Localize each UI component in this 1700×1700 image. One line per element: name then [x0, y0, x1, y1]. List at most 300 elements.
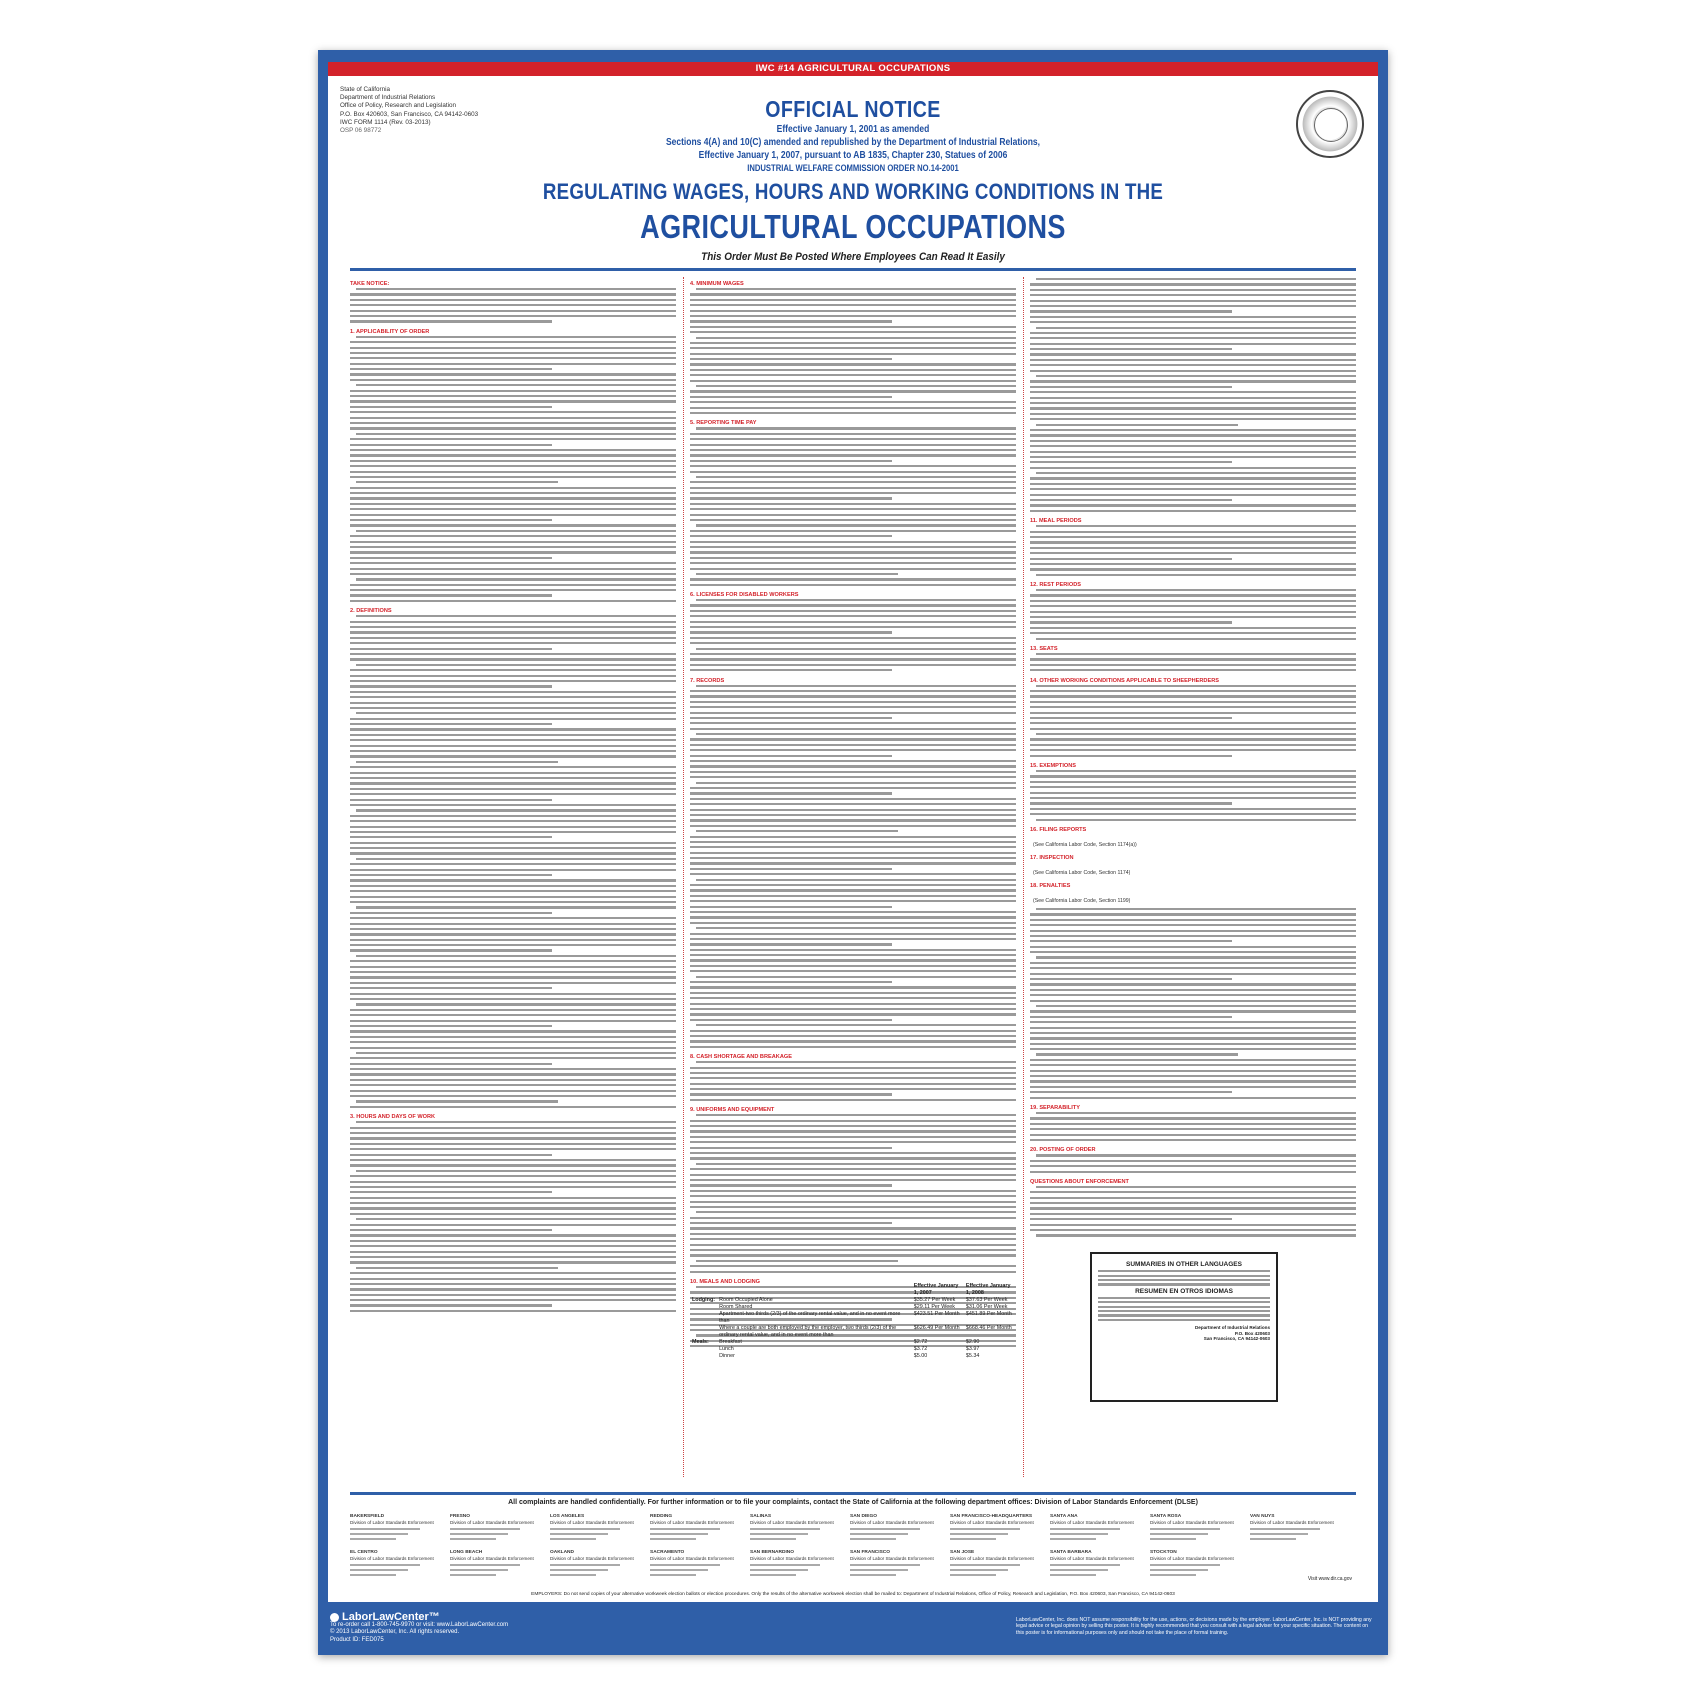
fine-print-line [350, 879, 676, 883]
fine-print-line [350, 433, 676, 437]
office-directory [350, 1514, 1356, 1586]
fine-print-line [690, 599, 1016, 603]
fine-print-line [690, 642, 1016, 646]
fine-print-line [350, 357, 676, 361]
fine-print-line [1030, 531, 1356, 535]
fine-print-line [690, 444, 1016, 448]
fine-print-line [690, 965, 1016, 969]
fine-print-line [350, 901, 676, 905]
office-address-line [750, 1569, 808, 1571]
fine-print-line [350, 1143, 676, 1147]
fine-print-line [690, 503, 1016, 507]
fine-print-line [690, 524, 1016, 528]
section-heading: 11. MEAL PERIODS [1030, 518, 1082, 525]
fine-print-line [350, 1014, 676, 1018]
fine-print-line [1030, 1186, 1356, 1190]
fine-print-line [350, 971, 676, 975]
office-name: REDDING [650, 1514, 673, 1519]
fine-print-line [1030, 808, 1356, 812]
fine-print-line [1030, 370, 1356, 374]
fine-print-line [1030, 300, 1356, 304]
fine-print-line [1030, 1154, 1356, 1158]
fine-print-line [350, 417, 676, 421]
fine-print-line [690, 568, 1016, 572]
fine-print-line [350, 562, 676, 566]
fine-print-line [350, 600, 676, 604]
fine-print-line [1030, 510, 1356, 514]
fine-print-line [1030, 321, 1356, 325]
fine-print-line [690, 1249, 1016, 1253]
column-divider [683, 277, 684, 1477]
fine-print-line [350, 288, 676, 292]
fine-print-line [350, 514, 676, 518]
fine-print-line [1030, 989, 1356, 993]
section-heading: 20. POSTING OF ORDER [1030, 1147, 1096, 1154]
fine-print-line [1030, 499, 1356, 503]
fine-print-line [350, 939, 676, 943]
fine-print-line [350, 541, 676, 545]
office-address-line [1050, 1569, 1108, 1571]
office-entry [850, 1514, 946, 1540]
fine-print-line [350, 1041, 676, 1045]
fine-print-line [350, 508, 676, 512]
office-name: FRESNO [450, 1514, 470, 1519]
fine-print-line [1030, 541, 1356, 545]
header-rule [350, 268, 1356, 271]
fine-print-line [350, 1009, 676, 1013]
fine-print-line [350, 847, 676, 851]
fine-print-line [1030, 1207, 1356, 1211]
fine-print-line [1030, 1080, 1356, 1084]
office-address-line [950, 1538, 996, 1540]
fine-print-line [690, 819, 1016, 823]
office-address-line [450, 1574, 496, 1576]
fine-print-line [350, 793, 676, 797]
fine-print-line [1030, 1197, 1356, 1201]
fine-print-line [350, 449, 676, 453]
fine-print-line [690, 363, 1016, 367]
fine-print-line [350, 944, 676, 948]
fine-print-line [1030, 461, 1356, 465]
fine-print-line [1030, 1021, 1356, 1025]
section-heading: TAKE NOTICE: [350, 281, 390, 287]
fine-print-line [1030, 589, 1356, 593]
office-address-line [850, 1574, 896, 1576]
fine-print-line [1030, 1075, 1356, 1079]
fine-print-line [690, 830, 1016, 834]
office-entry [950, 1514, 1046, 1540]
office-entry [1150, 1550, 1246, 1576]
fine-print-line [690, 1114, 1016, 1118]
office-division: Division of Labor Standards Enforcement [650, 1519, 734, 1525]
office-address-line [1250, 1538, 1296, 1540]
section-heading: 8. CASH SHORTAGE AND BREAKAGE [690, 1054, 792, 1061]
office-address-line [950, 1574, 996, 1576]
office-division: Division of Labor Standards Enforcement [450, 1519, 534, 1525]
brand-name: LaborLawCenter™ [342, 1610, 440, 1623]
table-cell: $29.11 Per Week [913, 1304, 955, 1310]
fine-print-line [350, 1175, 676, 1179]
office-division: Division of Labor Standards Enforcement [1050, 1555, 1134, 1561]
fine-print-line [350, 568, 676, 572]
fine-print-line [350, 454, 676, 458]
fine-print-line [350, 594, 676, 598]
fine-print-line [690, 535, 1016, 539]
fine-print-line [690, 776, 1016, 780]
fine-print-line [690, 749, 1016, 753]
office-division: Division of Labor Standards Enforcement [950, 1519, 1034, 1525]
office-entry [550, 1514, 646, 1540]
fine-print-line [1030, 1139, 1356, 1143]
table-cell: $3.72 [913, 1346, 928, 1352]
table-cell: $626.49 Per Month [913, 1325, 960, 1331]
fine-print-line [1030, 951, 1356, 955]
fine-print-line [350, 557, 676, 561]
fine-print-line [1030, 353, 1356, 357]
fine-print-line [350, 702, 676, 706]
fine-print-line [350, 982, 676, 986]
fine-print-line [690, 1099, 1016, 1103]
fine-print-line [1030, 552, 1356, 556]
fine-print-line [350, 917, 676, 921]
logo-icon [330, 1613, 339, 1622]
fine-print-line [690, 933, 1016, 937]
fine-print-line [1030, 621, 1356, 625]
visit-link[interactable]: Visit www.dir.ca.gov [1307, 1576, 1352, 1582]
fine-print-line [350, 933, 676, 937]
fine-print-line [690, 315, 1016, 319]
section-heading: QUESTIONS ABOUT ENFORCEMENT [1030, 1178, 1129, 1185]
fine-print-line [350, 1164, 676, 1168]
fine-print-line [1030, 1123, 1356, 1127]
fine-print-line [350, 1127, 676, 1131]
fine-print-line [350, 772, 676, 776]
fine-print-line [690, 1260, 1016, 1264]
fine-print-line [1030, 781, 1356, 785]
fine-print-line [690, 481, 1016, 485]
fine-print-line [1030, 310, 1356, 314]
fine-print-line [350, 896, 676, 900]
fine-print-line [350, 1304, 676, 1308]
fine-print-line [350, 869, 676, 873]
fine-print-line [690, 1083, 1016, 1087]
fine-print-line [1030, 536, 1356, 540]
section-heading: 3. HOURS AND DAYS OF WORK [350, 1114, 436, 1121]
office-address-line [1250, 1528, 1320, 1530]
fine-print-line [350, 815, 676, 819]
office-name: LOS ANGELES [550, 1514, 585, 1519]
section-heading: 9. UNIFORMS AND EQUIPMENT [690, 1107, 775, 1114]
office-address-line [1050, 1574, 1096, 1576]
fine-print-line [350, 1186, 676, 1190]
fine-print-line [1030, 1097, 1356, 1101]
order-body [350, 277, 1356, 1477]
fine-print-line [690, 701, 1016, 705]
fine-print-line [1030, 332, 1356, 336]
lodging-table [690, 1283, 1016, 1360]
fine-print-line [1030, 1010, 1356, 1014]
table-cell: $5.34 [965, 1353, 980, 1359]
fine-print-line [350, 1148, 676, 1152]
fine-print-line [1030, 594, 1356, 598]
office-entry [950, 1550, 1046, 1576]
fine-print-line [690, 1147, 1016, 1151]
fine-print-line [1030, 1048, 1356, 1052]
fine-print-line [1030, 1165, 1356, 1169]
fine-print-line [690, 1217, 1016, 1221]
office-address-line [650, 1564, 720, 1566]
amended-line: Sections 4(A) and 10(C) amended and republished by the Department of Industrial Relations, [665, 137, 1041, 148]
fine-print-line [690, 669, 1016, 673]
fine-print-line [1030, 749, 1356, 753]
fine-print-line [1030, 525, 1356, 529]
table-cell: $37.63 Per Week [965, 1297, 1008, 1303]
fine-print-line [350, 1256, 676, 1260]
fine-print-line [1030, 391, 1356, 395]
office-division: Division of Labor Standards Enforcement [850, 1555, 934, 1561]
fine-print-line [1030, 1043, 1356, 1047]
fine-print-line [1030, 930, 1356, 934]
table-cell: $668.46 Per Month [965, 1325, 1012, 1331]
fine-print-line [350, 384, 676, 388]
fine-print-line [1030, 744, 1356, 748]
column-1 [350, 277, 676, 1477]
fine-print-line [1030, 664, 1356, 668]
fine-print-line [350, 476, 676, 480]
fine-print-line [690, 449, 1016, 453]
office-name: SANTA BARBARA [1050, 1550, 1092, 1555]
fine-print-line [690, 1190, 1016, 1194]
fine-print-line [690, 1179, 1016, 1183]
fine-print-line [350, 1137, 676, 1141]
fine-print-line [690, 836, 1016, 840]
table-cell: $2.72 [913, 1339, 928, 1345]
fine-print-line [350, 1030, 676, 1034]
fine-print-line [690, 648, 1016, 652]
fine-print-line [690, 695, 1016, 699]
fine-print-line [690, 653, 1016, 657]
fine-print-line [1030, 456, 1356, 460]
fine-print-line [1030, 407, 1356, 411]
fine-print-line [690, 293, 1016, 297]
fine-print-line [690, 728, 1016, 732]
office-address-line [750, 1538, 796, 1540]
fine-print-line [690, 798, 1016, 802]
office-name: VAN NUYS [1250, 1514, 1275, 1519]
fine-print-line [690, 1035, 1016, 1039]
fine-print-line [350, 707, 676, 711]
fine-print-line [1030, 611, 1356, 615]
fine-print-line [690, 1206, 1016, 1210]
office-name: SALINAS [750, 1514, 772, 1519]
fine-print-line [1030, 1032, 1356, 1036]
fine-print-line [690, 841, 1016, 845]
fine-print-line [690, 471, 1016, 475]
fine-print-line [1030, 375, 1356, 379]
fine-print-line [350, 1240, 676, 1244]
office-address-line [850, 1569, 908, 1571]
fine-print-line [690, 621, 1016, 625]
fine-print-line [350, 1095, 676, 1099]
fine-print-line [690, 390, 1016, 394]
office-division: Division of Labor Standards Enforcement [350, 1555, 434, 1561]
fine-print-line [690, 1120, 1016, 1124]
fine-print-line [1030, 359, 1356, 363]
fine-print-line [350, 460, 676, 464]
fine-print-line [1030, 451, 1356, 455]
fine-print-line [1030, 1171, 1356, 1175]
fine-print-line [1030, 1234, 1356, 1238]
fine-print-line [690, 916, 1016, 920]
fine-print-line [690, 374, 1016, 378]
fine-print-line [350, 589, 676, 593]
fine-print-line [350, 739, 676, 743]
table-cell: Room Occupied Alone [719, 1297, 773, 1303]
office-entry [750, 1550, 846, 1576]
fine-print-line [1030, 658, 1356, 662]
office-address-line [850, 1564, 920, 1566]
fine-print-line [690, 551, 1016, 555]
office-address-line [550, 1528, 620, 1530]
fine-print-line [1030, 1202, 1356, 1206]
fine-print-line [690, 460, 1016, 464]
fine-print-line [1030, 283, 1356, 287]
office-address-line [350, 1528, 420, 1530]
fine-print-line [350, 820, 676, 824]
section-heading: 16. FILING REPORTS [1030, 826, 1087, 833]
fine-print-line [1030, 755, 1356, 759]
office-address-line [650, 1574, 696, 1576]
fine-print-line [690, 1211, 1016, 1215]
section-heading: 18. PENALTIES [1030, 882, 1071, 889]
column-3 [1030, 277, 1356, 1477]
fine-print-line [690, 1030, 1016, 1034]
section-heading: 15. EXEMPTIONS [1030, 763, 1077, 770]
fine-print-line [350, 1213, 676, 1217]
fine-print-line [1030, 504, 1356, 508]
fine-print-line [350, 497, 676, 501]
office-address-line [1150, 1538, 1196, 1540]
fine-print-line [1030, 1134, 1356, 1138]
fine-print-line [350, 1132, 676, 1136]
office-address-line [1150, 1533, 1208, 1535]
office-address-line [350, 1574, 396, 1576]
fine-print-line [690, 433, 1016, 437]
fine-print-line [350, 718, 676, 722]
fine-print-line [1030, 558, 1356, 562]
fine-print-line [690, 497, 1016, 501]
fine-print-line [690, 584, 1016, 588]
fine-print-line [1030, 701, 1356, 705]
fine-print-line [350, 1020, 676, 1024]
fine-print-line [1030, 706, 1356, 710]
fine-print-line [1030, 440, 1356, 444]
fine-print-line [350, 615, 676, 619]
fine-print-line [690, 288, 1016, 292]
office-address-line [1050, 1528, 1120, 1530]
fine-print-line [690, 1222, 1016, 1226]
fine-print-line [690, 992, 1016, 996]
fine-print-line [1030, 717, 1356, 721]
agency-line: State of California [340, 86, 391, 93]
fine-print-line [690, 615, 1016, 619]
office-address-line [450, 1569, 508, 1571]
office-entry [1050, 1550, 1146, 1576]
fine-print-line [350, 637, 676, 641]
fine-print-line [1030, 738, 1356, 742]
title-block [328, 96, 1378, 263]
office-address-line [950, 1564, 1020, 1566]
fine-print-line [690, 347, 1016, 351]
fine-print-line [690, 803, 1016, 807]
fine-print-line [350, 755, 676, 759]
col-header: Effective January 1, 2008 [965, 1283, 1011, 1296]
section-heading: 4. MINIMUM WAGES [690, 281, 744, 287]
fine-print-line [350, 761, 676, 765]
fine-print-line [690, 626, 1016, 630]
section-heading: 12. REST PERIODS [1030, 582, 1081, 589]
fine-print-line [350, 949, 676, 953]
office-address-line [650, 1533, 708, 1535]
fine-print-line [690, 1136, 1016, 1140]
fine-print-line [690, 949, 1016, 953]
fine-print-line [690, 1024, 1016, 1028]
table-cell: Breakfast [719, 1339, 742, 1345]
office-address-line [1050, 1564, 1120, 1566]
office-name: LONG BEACH [450, 1550, 483, 1555]
fine-print-line [350, 1267, 676, 1271]
office-entry [1050, 1514, 1146, 1540]
fine-print-line [690, 1072, 1016, 1076]
fine-print-line [350, 1288, 676, 1292]
fine-print-line [690, 884, 1016, 888]
fine-print-line [690, 760, 1016, 764]
office-address-line [350, 1533, 408, 1535]
fine-print-line [1030, 712, 1356, 716]
fine-print-line [1030, 413, 1356, 417]
office-address-line [1250, 1533, 1308, 1535]
fine-print-line [1030, 402, 1356, 406]
office-name: STOCKTON [1150, 1550, 1177, 1555]
office-address-line [450, 1538, 496, 1540]
office-name: EL CENTRO [350, 1550, 378, 1555]
address-line: San Francisco, CA 94142-0603 [1203, 1336, 1270, 1342]
fine-print-line [350, 1106, 676, 1110]
fine-print-line [1030, 913, 1356, 917]
fine-print-line [350, 336, 676, 340]
fine-print-line [1030, 802, 1356, 806]
fine-print-line [690, 304, 1016, 308]
fine-print-line [690, 519, 1016, 523]
office-address-line [1150, 1569, 1208, 1571]
fine-print-line [690, 353, 1016, 357]
fine-print-line [690, 744, 1016, 748]
fine-print-line [1030, 690, 1356, 694]
section-reference: (See California Labor Code, Section 1174) [1033, 869, 1131, 876]
fine-print-line [350, 310, 676, 314]
fine-print-line [690, 852, 1016, 856]
office-name: BAKERSFIELD [350, 1514, 385, 1519]
office-address-line [950, 1569, 1008, 1571]
fine-print-line [350, 471, 676, 475]
fine-print-line [1030, 695, 1356, 699]
section-heading: 10. MEALS AND LODGING [690, 1278, 761, 1285]
fine-print-line [690, 1238, 1016, 1242]
section-heading: 5. REPORTING TIME PAY [690, 420, 757, 427]
table-cell: Where a couple are both employed by the employer, two thirds (2/3) of the ordinary rental value, and in no event more than [719, 1325, 897, 1338]
fine-print-line [1030, 380, 1356, 384]
fine-print-line [1030, 294, 1356, 298]
